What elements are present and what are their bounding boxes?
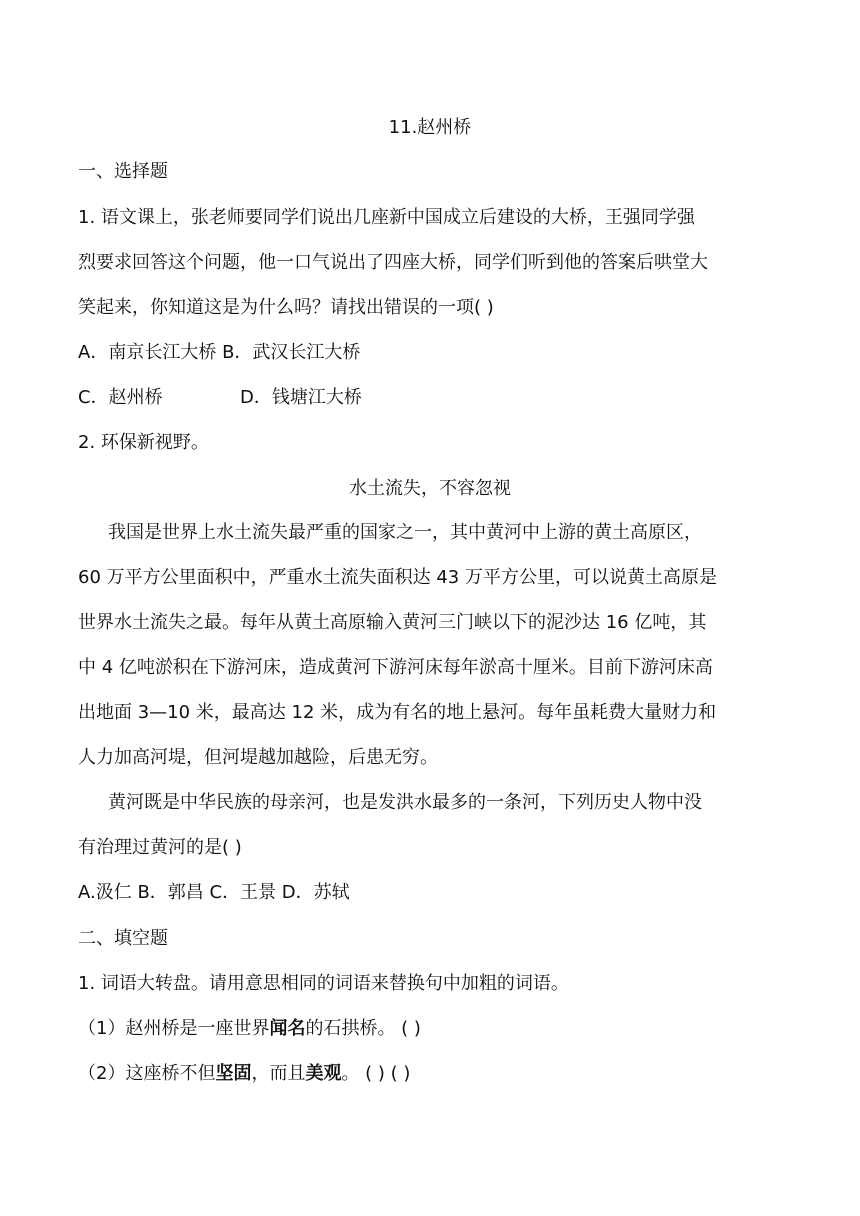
option-d: D．钱塘江大桥 (240, 387, 362, 408)
option-c: C．赵州桥 (78, 387, 163, 408)
fill-sentence-2 (78, 1062, 410, 1086)
sentence-2-middle: ，而且 (251, 1063, 306, 1084)
passage-p1-line-2: 60 万平方公里面积中，严重水土流失面积达 43 万平方公里，可以说黄土高原是 (78, 567, 717, 588)
section-heading-fill: 二、填空题 (78, 928, 168, 949)
fill-question-1-intro: 1. 词语大转盘。请用意思相同的词语来替换句中加粗的词语。 (78, 973, 569, 994)
passage-p1-line-1: 我国是世界上水土流失最严重的国家之一，其中黄河中上游的黄土高原区， (108, 522, 702, 543)
passage-p2-line-2: 有治理过黄河的是( ) (78, 837, 242, 858)
passage-p1-line-6: 人力加高河堤，但河堤越加越险，后患无穷。 (78, 747, 438, 768)
bold-word-wenming: 闻名 (269, 1018, 306, 1039)
question-1-options-row-2 (78, 386, 362, 410)
question-1-line-2: 烈要求回答这个问题，他一口气说出了四座大桥，同学们听到他的答案后哄堂大 (78, 252, 708, 273)
question-2-options: A.汲仁 B．郭昌 C．王景 D．苏轼 (78, 882, 350, 903)
sentence-2-suffix: 。 ( ) ( ) (341, 1063, 411, 1084)
passage-title: 水土流失，不容忽视 (349, 478, 511, 499)
question-1-options-row-1 (78, 341, 360, 365)
sentence-2-prefix: （2）这座桥不但 (78, 1063, 216, 1084)
page-title: 11.赵州桥 (388, 117, 472, 138)
bold-word-meiguan: 美观 (305, 1063, 342, 1084)
sentence-1-prefix: （1）赵州桥是一座世界 (78, 1018, 270, 1039)
option-a: A．南京长江大桥 (78, 342, 217, 363)
fill-sentence-1 (78, 1017, 421, 1041)
sentence-1-suffix: 的石拱桥。 ( ) (305, 1018, 421, 1039)
passage-p2-line-1: 黄河既是中华民族的母亲河，也是发洪水最多的一条河，下列历史人物中没 (108, 792, 702, 813)
question-2-label: 2. 环保新视野。 (78, 432, 209, 453)
passage-p1-line-3: 世界水土流失之最。每年从黄土高原输入黄河三门峡以下的泥沙达 16 亿吨，其 (78, 612, 707, 633)
passage-p1-line-5: 出地面 3—10 米，最高达 12 米，成为有名的地上悬河。每年虽耗费大量财力和 (78, 702, 717, 723)
section-heading-choice: 一、选择题 (78, 161, 168, 182)
question-1-line-1: 1. 语文课上，张老师要同学们说出几座新中国成立后建设的大桥，王强同学强 (78, 207, 695, 228)
passage-p1-line-4: 中 4 亿吨淤积在下游河床，造成黄河下游河床每年淤高十厘米。目前下游河床高 (78, 657, 713, 678)
bold-word-jiangu: 坚固 (215, 1063, 252, 1084)
question-1-line-3: 笑起来，你知道这是为什么吗？请找出错误的一项( ) (78, 297, 494, 318)
option-b: B．武汉长江大桥 (222, 342, 361, 363)
